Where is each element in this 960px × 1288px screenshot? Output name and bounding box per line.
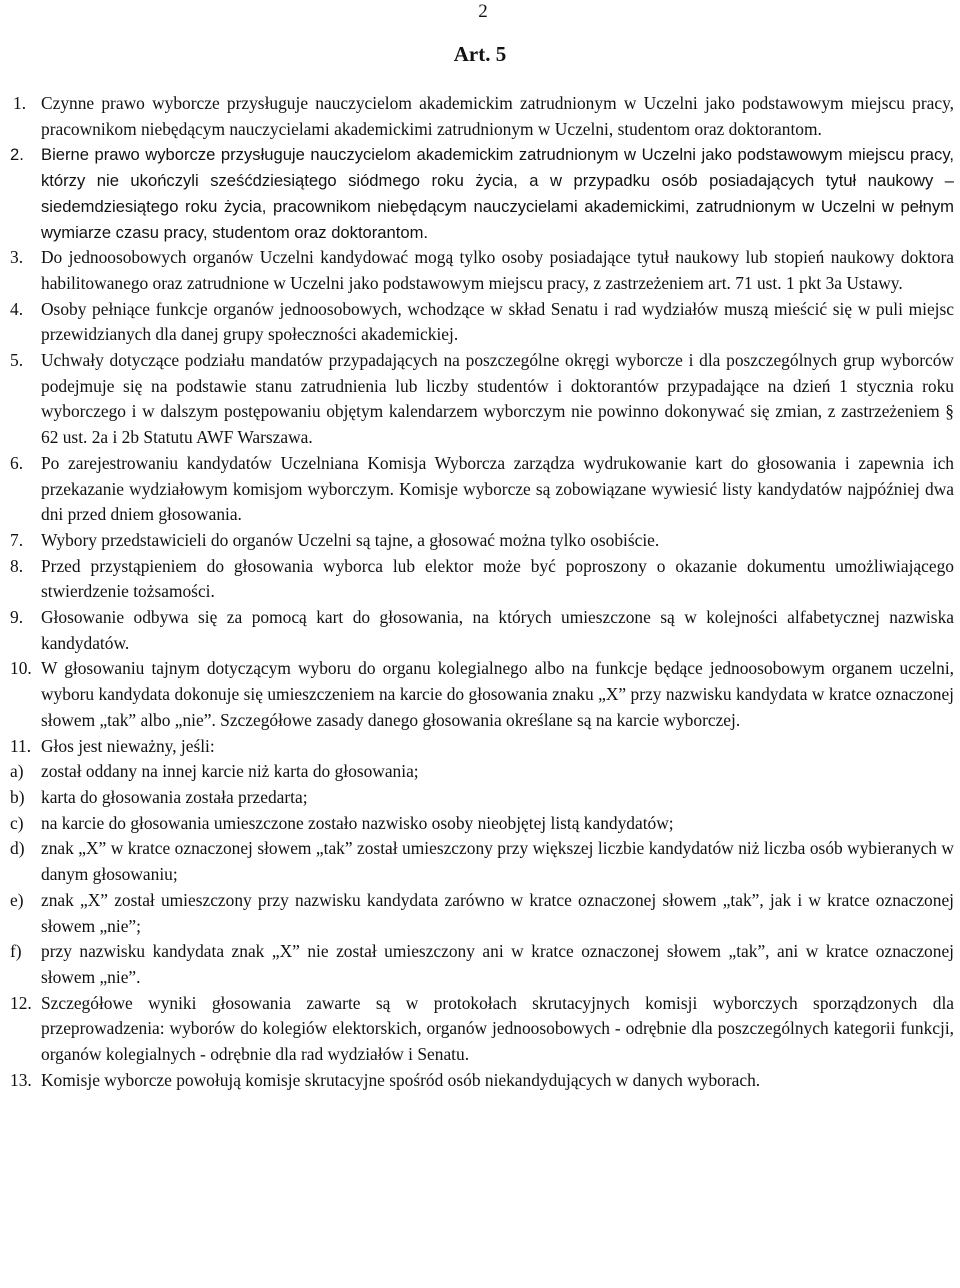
paragraph-text: Do jednoosobowych organów Uczelni kandydować mogą tylko osoby posiadające tytuł naukowy lub stopień naukowy doktora habilitowanego oraz zatrudnione w Uczelni jako podstawowym miejscu pracy, z zastrzeżeniem art. 71 ust. 1 pkt 3a Ustawy.	[41, 247, 954, 293]
paragraph-text: Głosowanie odbywa się za pomocą kart do głosowania, na których umieszczone są w kolejności alfabetycznej nazwiska kandydatów.	[41, 607, 954, 653]
sub-item-c	[10, 811, 954, 837]
paragraph-number: 2.	[10, 145, 24, 165]
paragraph-9	[10, 605, 954, 656]
paragraph-text: Bierne prawo wyborcze przysługuje nauczycielom akademickim zatrudnionym w Uczelni jako podstawowym miejscu pracy, którzy nie ukończyli sześćdziesiątego siódmego roku życia, a w przypadku osób posiadających tytuł naukowy – siedemdziesiątego roku życia, pracownikom niebędącym nauczycielami akademickimi, zatrudnionym w Uczelni w pełnym wymiarze czasu pracy, studentom oraz doktorantom.	[41, 145, 954, 242]
paragraph-13	[10, 1068, 954, 1094]
sub-item-d	[10, 836, 954, 887]
page-number: 2	[478, 1, 488, 22]
sub-item-f	[10, 939, 954, 990]
paragraph-1	[10, 91, 954, 142]
paragraph-number: 11.	[10, 735, 32, 756]
paragraph-10	[10, 656, 954, 733]
paragraph-text: Wybory przedstawicieli do organów Uczelni są tajne, a głosować można tylko osobiście.	[41, 529, 660, 550]
paragraph-number: 7.	[10, 529, 24, 550]
paragraph-number: 10.	[10, 658, 32, 679]
paragraph-number: 8.	[10, 555, 24, 576]
paragraph-2	[10, 142, 954, 245]
sub-item-text: znak „X” został umieszczony przy nazwisku kandydata zarówno w kratce oznaczonej słowem „tak”, jak i w kratce oznaczonej słowem „nie”;	[41, 889, 954, 936]
paragraph-text: Uchwały dotyczące podziału mandatów przypadających na poszczególne okręgi wyborcze i dla poszczególnych grup wyborców podejmuje się na podstawie stanu zatrudnienia lub liczby studentów i doktorantów przypadające na dzień 1 stycznia roku wyborczego i w dalszym postępowaniu objętym kalendarzem wyborczym nie powinno dokonywać się zmian, z zastrzeżeniem § 62 ust. 2a i 2b Statutu AWF Warszawa.	[41, 350, 954, 448]
paragraph-12	[10, 991, 954, 1068]
paragraph-3	[10, 245, 954, 296]
paragraph-number: 9.	[10, 607, 24, 628]
sub-item-letter: f)	[10, 941, 22, 962]
paragraph-text: Przed przystąpieniem do głosowania wyborca lub elektor może być poproszony o okazanie dokumentu umożliwiającego stwierdzenie tożsamości.	[41, 555, 954, 602]
paragraph-8	[10, 554, 954, 605]
sub-item-text: na karcie do głosowania umieszczone zostało nazwisko osoby nieobjętej listą kandydatów;	[41, 812, 674, 833]
sub-item-a	[10, 759, 954, 785]
paragraph-6	[10, 451, 954, 528]
paragraph-number: 3.	[10, 247, 24, 268]
article-body	[10, 91, 954, 1093]
sub-item-text: przy nazwisku kandydata znak „X” nie został umieszczony ani w kratce oznaczonej słowem „tak”, ani w kratce oznaczonej słowem „nie”.	[41, 941, 954, 987]
sub-item-text: znak „X” w kratce oznaczonej słowem „tak” został umieszczony przy większej liczbie kandydatów niż liczba osób wybieranych w danym głosowaniu;	[41, 838, 954, 885]
sub-item-e	[10, 888, 954, 939]
paragraph-text: Szczegółowe wyniki głosowania zawarte są w protokołach skrutacyjnych komisji wyborczych sporządzonych dla przeprowadzenia: wyborów do kolegiów elektorskich, organów jednoosobowych - odrębnie dla poszczególnych kategorii funkcji, organów kolegialnych - odrębnie dla rad wydziałów i Senatu.	[41, 992, 954, 1065]
paragraph-4	[10, 297, 954, 348]
paragraph-text: Czynne prawo wyborcze przysługuje nauczycielom akademickim zatrudnionym w Uczelni jako podstawowym miejscu pracy, pracownikom niebędącym nauczycielami akademickimi zatrudnionym w Uczelni, studentom oraz doktorantom.	[41, 93, 954, 139]
paragraph-number: 1.	[13, 93, 27, 113]
paragraph-number: 12.	[10, 992, 32, 1013]
sub-item-b	[10, 785, 954, 811]
sub-item-text: został oddany na innej karcie niż karta do głosowania;	[41, 761, 419, 782]
paragraph-11	[10, 734, 954, 760]
paragraph-text: Osoby pełniące funkcje organów jednoosobowych, wchodzące w skład Senatu i rad wydziałów muszą mieścić się w puli miejsc przewidzianych dla danej grupy społeczności akademickiej.	[41, 298, 954, 345]
article-heading: Art. 5	[453, 42, 507, 66]
sub-item-letter: d)	[10, 838, 25, 859]
paragraph-number: 13.	[10, 1069, 32, 1090]
paragraph-text: Komisje wyborcze powołują komisje skrutacyjne spośród osób niekandydujących w danych wyborach.	[41, 1069, 761, 1090]
sub-item-letter: e)	[10, 889, 24, 910]
paragraph-number: 6.	[10, 452, 24, 473]
sub-item-letter: a)	[10, 761, 24, 782]
sub-item-letter: b)	[10, 786, 25, 807]
paragraph-7	[10, 528, 954, 554]
paragraph-5	[10, 348, 954, 451]
paragraph-text: Po zarejestrowaniu kandydatów Uczelniana Komisja Wyborcza zarządza wydrukowanie kart do głosowania i zapewnia ich przekazanie wydziałowym komisjom wyborczym. Komisje wyborcze są zobowiązane wywiesić listy kandydatów najpóźniej dwa dni przed dniem głosowania.	[41, 452, 954, 525]
paragraph-number: 4.	[10, 298, 24, 319]
sub-item-text: karta do głosowania została przedarta;	[41, 786, 308, 807]
sub-item-letter: c)	[10, 812, 24, 833]
paragraph-number: 5.	[10, 350, 24, 371]
paragraph-text: W głosowaniu tajnym dotyczącym wyboru do organu kolegialnego albo na funkcje będące jednoosobowym organem uczelni, wyboru kandydata dokonuje się umieszczeniem na karcie do głosowania znaku „X” przy nazwisku kandydata w kratce oznaczonej słowem „tak” albo „nie”. Szczegółowe zasady danego głosowania określane są na karcie wyborczej.	[41, 658, 954, 730]
paragraph-text: Głos jest nieważny, jeśli:	[41, 735, 215, 756]
